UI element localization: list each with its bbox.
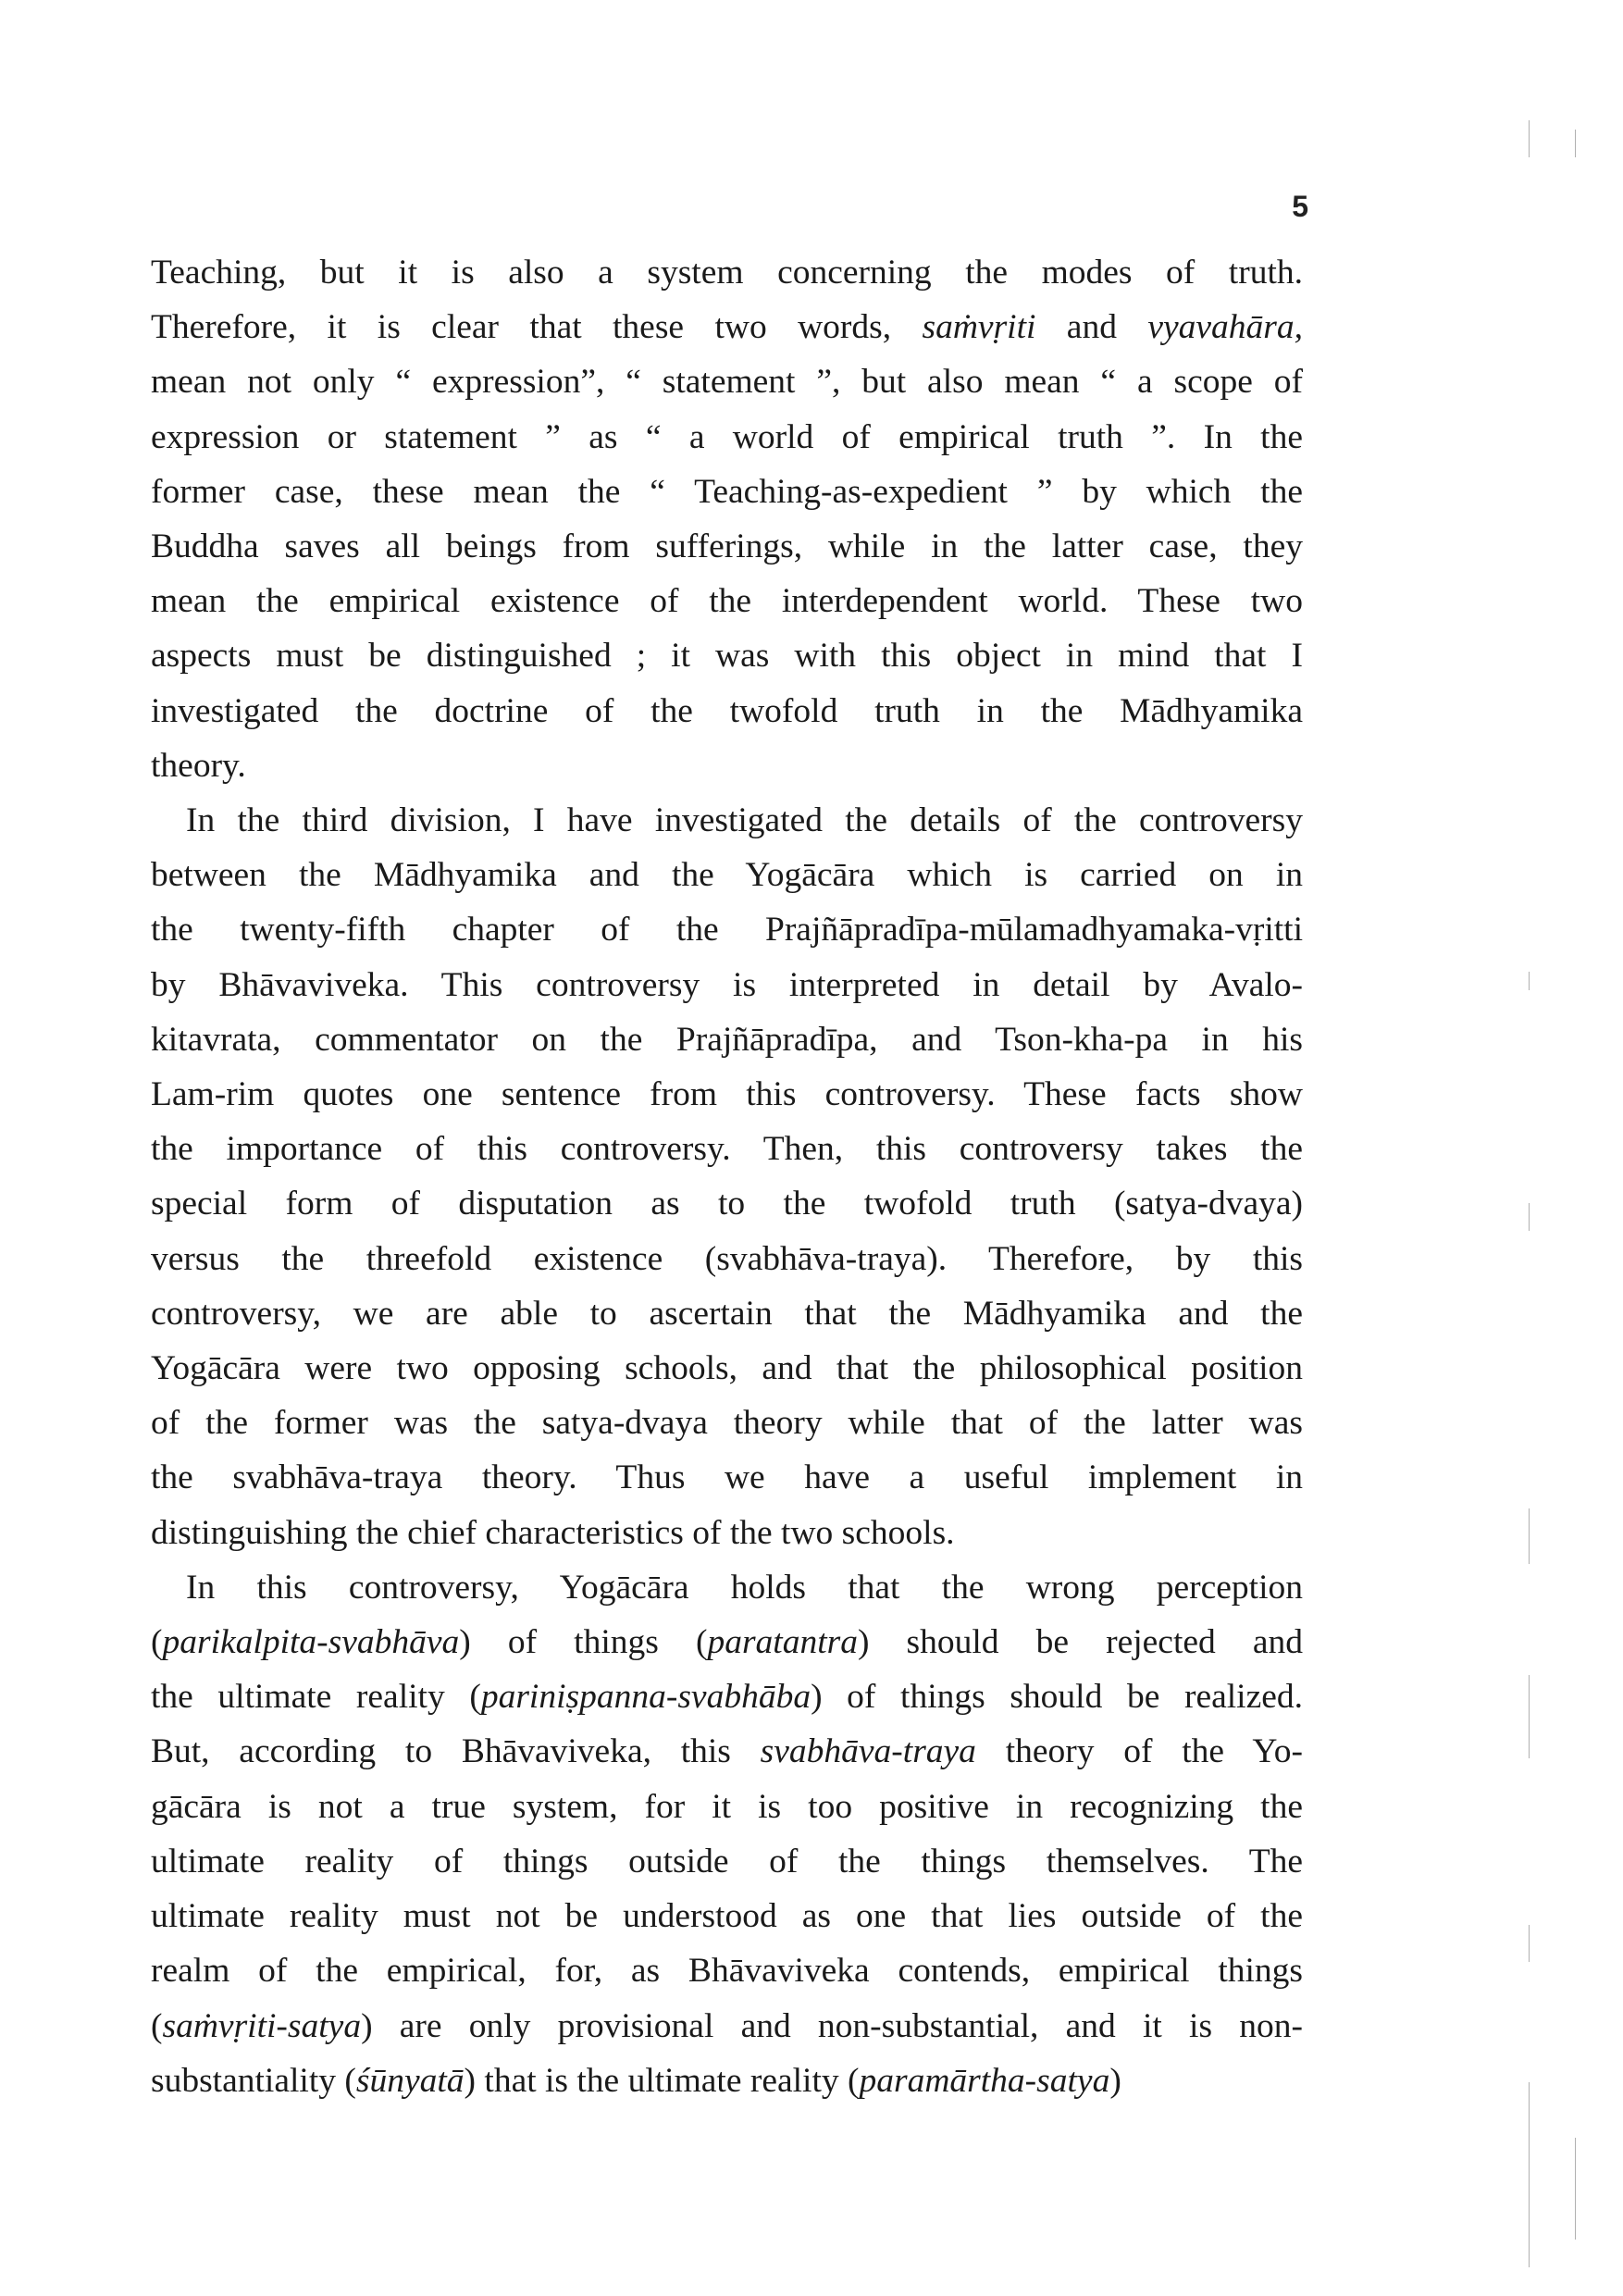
text-run: ) are only provisional and non-substantial, and it is non- [361, 2006, 1303, 2045]
text-line [151, 1999, 1303, 2054]
text-run: aspects must be distinguished ; it was with this object in mind that I [151, 637, 1303, 676]
text-line [151, 848, 1303, 902]
text-run: the importance of this controversy. Then, this controversy takes the [151, 1130, 1303, 1169]
text-run: special form of disputation as to the twofold truth (satya-dvaya) [151, 1185, 1303, 1223]
scan-edge-marks [1466, 0, 1623, 2296]
text-line [151, 1450, 1303, 1505]
text-line [151, 1067, 1303, 1122]
text-line [151, 1232, 1303, 1286]
text-line [151, 1286, 1303, 1341]
text-run: ) should be rejected and [857, 1623, 1303, 1662]
text-run: versus the threefold existence (svabhāva-traya). Therefore, by this [151, 1239, 1303, 1278]
text-line [151, 1012, 1303, 1067]
text-run: theory. [151, 746, 246, 785]
text-run: ultimate reality must not be understood as one that lies outside of the [151, 1897, 1303, 1936]
text-line [151, 958, 1303, 1012]
text-line [151, 902, 1303, 957]
text-line [151, 1669, 1303, 1724]
text-run: kitavrata, commentator on the Prajñāpradīpa, and Tson-kha-pa in his [151, 1020, 1303, 1059]
text-line [151, 245, 1303, 300]
text-run: ( [151, 1623, 163, 1662]
text-run: ) [1109, 2061, 1121, 2100]
text-run: former case, these mean the “ Teaching-as-expedient ” by which the [151, 472, 1303, 511]
text-run: ultimate reality of things outside of the things themselves. The [151, 1842, 1303, 1880]
text-line [151, 1834, 1303, 1889]
text-line [151, 354, 1303, 409]
page-number: 5 [1292, 190, 1308, 223]
text-run: expression or statement ” as “ a world of empirical truth ”. In the [151, 417, 1303, 456]
text-run: ) that is the ultimate reality ( [464, 2061, 860, 2100]
italic-term: saṁvṛiti [922, 308, 1036, 347]
text-run: ( [151, 2006, 163, 2045]
text-run: and [1035, 308, 1148, 347]
text-run: Buddha saves all beings from sufferings, while in the latter case, they [151, 527, 1303, 566]
text-line [151, 1396, 1303, 1450]
text-line [151, 1889, 1303, 1943]
text-run: the ultimate reality ( [151, 1678, 481, 1717]
text-line [151, 793, 1303, 848]
italic-term: parikalpita-svabhāva [162, 1623, 460, 1662]
text-run: substantiality ( [151, 2061, 356, 2100]
text-run: In this controversy, Yogācāra holds that the wrong perception [186, 1568, 1303, 1607]
italic-term: pariniṣpanna-svabhāba [480, 1678, 812, 1717]
text-run: controversy, we are able to ascertain that the Mādhyamika and the [151, 1294, 1303, 1333]
text-line [151, 684, 1303, 738]
text-run: But, according to Bhāvaviveka, this [151, 1732, 761, 1771]
italic-term: śūnyatā [355, 2061, 465, 2100]
text-run: investigated the doctrine of the twofold truth in the Mādhyamika [151, 691, 1303, 730]
body-text [151, 245, 1303, 2108]
text-run: theory of the Yo- [975, 1732, 1303, 1771]
text-run: Yogācāra were two opposing schools, and that the philosophical position [151, 1349, 1303, 1388]
paragraph [151, 1560, 1303, 2108]
text-line [151, 1122, 1303, 1176]
text-line [151, 574, 1303, 628]
italic-term: saṁvṛiti-satya [162, 2006, 362, 2045]
italic-term: paramārtha-satya [859, 2061, 1110, 2100]
text-run: gācāra is not a true system, for it is too positive in recognizing the [151, 1787, 1303, 1826]
text-run: In the third division, I have investigated the details of the controversy [186, 801, 1303, 840]
text-line [151, 1943, 1303, 1998]
text-run: mean the empirical existence of the interdependent world. These two [151, 582, 1303, 621]
text-line [151, 1780, 1303, 1834]
text-run: distinguishing the chief characteristics of the two schools. [151, 1513, 955, 1552]
text-run: ) of things ( [459, 1623, 708, 1662]
text-line [151, 465, 1303, 519]
text-run: ) of things should be realized. [811, 1678, 1304, 1717]
text-run: Therefore, it is clear that these two words, [151, 308, 923, 347]
italic-term: paratantra [707, 1623, 858, 1662]
paragraph [151, 793, 1303, 1560]
text-run: between the Mādhyamika and the Yogācāra which is carried on in [151, 856, 1303, 895]
text-line [151, 2054, 1303, 2108]
text-run: the twenty-fifth chapter of the Prajñāpradīpa-mūlamadhyamaka-vṛitti [151, 911, 1303, 949]
italic-term: svabhāva-traya [760, 1732, 976, 1771]
text-line [151, 300, 1303, 354]
text-run: Teaching, but it is also a system concerning the modes of truth. [151, 254, 1303, 292]
text-line [151, 628, 1303, 683]
text-run: mean not only “ expression”, “ statement ”, but also mean “ a scope of [151, 363, 1303, 402]
text-line [151, 738, 1303, 793]
text-line [151, 1176, 1303, 1231]
text-line [151, 1560, 1303, 1615]
paragraph [151, 245, 1303, 793]
text-run: by Bhāvaviveka. This controversy is interpreted in detail by Avalo- [151, 965, 1303, 1004]
italic-term: vyavahāra, [1147, 308, 1303, 347]
text-run: of the former was the satya-dvaya theory while that of the latter was [151, 1404, 1303, 1443]
text-line [151, 410, 1303, 465]
text-line [151, 1724, 1303, 1779]
text-line [151, 519, 1303, 574]
text-line [151, 1341, 1303, 1396]
text-run: the svabhāva-traya theory. Thus we have a useful implement in [151, 1458, 1303, 1497]
text-line [151, 1615, 1303, 1669]
text-run: realm of the empirical, for, as Bhāvaviveka contends, empirical things [151, 1952, 1303, 1991]
text-line [151, 1506, 1303, 1560]
text-run: Lam-rim quotes one sentence from this controversy. These facts show [151, 1075, 1303, 1114]
